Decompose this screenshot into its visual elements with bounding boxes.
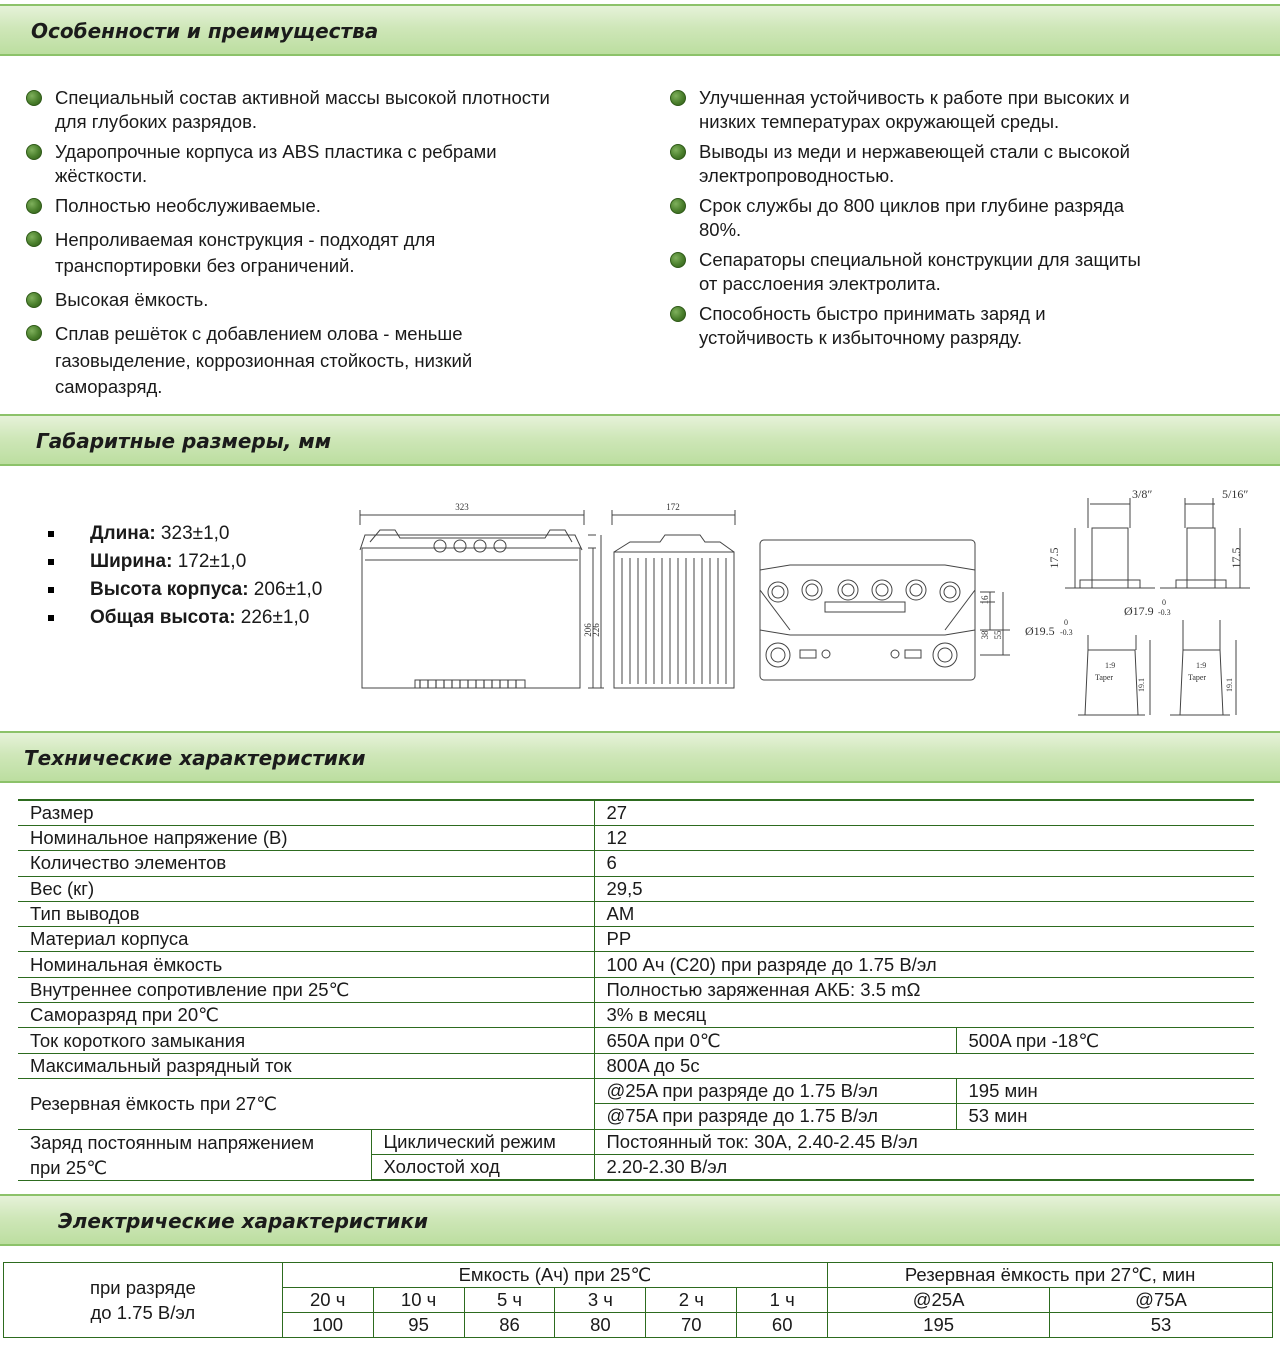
spec-label: Внутреннее сопротивление при 25℃ <box>18 977 594 1002</box>
drawing-label-length: 323 <box>455 502 469 512</box>
spec-value: 800A до 5с <box>594 1053 1254 1078</box>
bullet-dot-icon <box>670 144 686 160</box>
spec-value: 2.20-2.30 В/эл <box>594 1154 1254 1180</box>
table-row <box>18 1053 1254 1078</box>
table-row <box>18 1129 1254 1154</box>
feature-item: Высокая ёмкость. <box>21 288 641 312</box>
feature-item: Сепараторы специальной конструкции для защиты от расслоения электролита. <box>665 248 1265 296</box>
spec-label: Вес (кг) <box>18 876 594 901</box>
table-row <box>18 952 1254 977</box>
hours-header: 1 ч <box>737 1288 828 1313</box>
feature-item: Способность быстро принимать заряд и устойчивость к избыточному разряду. <box>665 302 1265 350</box>
drawing-label-38: 38 <box>980 630 990 640</box>
capacity-header: Емкость (Ач) при 25℃ <box>282 1263 827 1288</box>
terminal-detail-drawings <box>1065 498 1250 715</box>
hours-header: 3 ч <box>555 1288 646 1313</box>
reserve-value: 195 <box>828 1313 1050 1338</box>
feature-item: Выводы из меди и нержавеющей стали с высокой электропроводностью. <box>665 140 1265 188</box>
spec-value: 6 <box>594 851 1254 876</box>
spec-label: Номинальная ёмкость <box>18 952 594 977</box>
drawing-label-taper-a: 1:9 <box>1105 661 1116 670</box>
features-header-band <box>0 4 1280 56</box>
drawing-label-h206: 206 <box>583 623 593 637</box>
hours-header: 10 ч <box>373 1288 464 1313</box>
spec-value: 12 <box>594 826 1254 851</box>
feature-item: Улучшенная устойчивость к работе при высоких и низких температурах окружающей среды. <box>665 86 1265 134</box>
hours-header: 20 ч <box>282 1288 373 1313</box>
hours-header: 5 ч <box>464 1288 555 1313</box>
spec-value: PP <box>594 927 1254 952</box>
spec-value: 195 мин <box>956 1078 1254 1103</box>
table-row <box>18 1003 1254 1028</box>
electrical-table <box>3 1262 1273 1338</box>
electrical-header-band <box>0 1194 1280 1246</box>
discharge-condition-cell: при разряде до 1.75 В/эл <box>4 1263 283 1338</box>
feature-item: Полностью необслуживаемые. <box>21 194 641 218</box>
table-row <box>18 927 1254 952</box>
capacity-value: 60 <box>737 1313 828 1338</box>
features-left-column <box>21 86 641 407</box>
table-row <box>18 876 1254 901</box>
spec-value: 53 мин <box>956 1104 1254 1129</box>
feature-item: Ударопрочные корпуса из ABS пластика с ребрами жёсткости. <box>21 140 641 188</box>
spec-label: Количество элементов <box>18 851 594 876</box>
technical-title: Технические характеристики <box>24 746 366 770</box>
reserve-value: 53 <box>1050 1313 1273 1338</box>
drawing-label-55: 55 <box>993 630 1003 640</box>
bullet-dot-icon <box>26 325 42 341</box>
spec-label: Саморазряд при 20℃ <box>18 1003 594 1028</box>
spec-value: 3% в месяц <box>594 1003 1254 1028</box>
features-right-column <box>665 86 1265 356</box>
drawing-label-17-5b: 17.5 <box>1229 547 1243 569</box>
drawing-label-17-5a: 17.5 <box>1047 547 1061 569</box>
spec-value: @25A при разряде до 1.75 В/эл <box>594 1078 956 1103</box>
technical-header-band <box>0 731 1280 783</box>
front-view-drawing <box>360 510 604 688</box>
electrical-title: Электрические характеристики <box>58 1209 428 1233</box>
reserve-col-header: @75A <box>1050 1288 1273 1313</box>
drawing-label-16: 16 <box>980 595 990 605</box>
spec-label: Номинальное напряжение (В) <box>18 826 594 851</box>
table-row <box>18 800 1254 826</box>
capacity-value: 86 <box>464 1313 555 1338</box>
dimension-body-height: Высота корпуса: 206±1,0 <box>48 576 322 604</box>
drawing-label-3-8: 3/8″ <box>1132 487 1153 501</box>
feature-item: Специальный состав активной массы высокой плотности для глубоких разрядов. <box>21 86 641 134</box>
dimensions-header-band <box>0 414 1280 466</box>
table-row <box>4 1263 1273 1288</box>
bullet-dot-icon <box>26 231 42 247</box>
bullet-dot-icon <box>26 90 42 106</box>
table-row <box>18 1078 1254 1103</box>
reserve-col-header: @25A <box>828 1288 1050 1313</box>
table-row <box>18 1028 1254 1053</box>
bullet-dot-icon <box>26 198 42 214</box>
capacity-value: 95 <box>373 1313 464 1338</box>
feature-item: Срок службы до 800 циклов при глубине разряда 80%. <box>665 194 1265 242</box>
feature-item: Сплав решёток с добавлением олова - меньше газовыделение, коррозионная стойкость, низкий саморазряд. <box>21 321 641 401</box>
spec-value: Постоянный ток: 30A, 2.40-2.45 В/эл <box>594 1129 1254 1154</box>
hours-header: 2 ч <box>646 1288 737 1313</box>
feature-item: Непроливаемая конструкция - подходят для транспортировки без ограничений. <box>21 227 641 279</box>
dimension-width: Ширина: 172±1,0 <box>48 548 322 576</box>
drawing-label-taper-b2: Taper <box>1188 673 1207 682</box>
bullet-dot-icon <box>26 292 42 308</box>
spec-value: 100 Ач (С20) при разряде до 1.75 В/эл <box>594 952 1254 977</box>
side-view-drawing <box>612 510 735 688</box>
battery-technical-drawing <box>0 480 1280 725</box>
dimension-total-height: Общая высота: 226±1,0 <box>48 604 322 632</box>
drawing-label-dia-19-5: Ø19.5 <box>1025 624 1055 638</box>
table-row <box>18 977 1254 1002</box>
spec-value: AM <box>594 901 1254 926</box>
drawing-label-19-1b: 19.1 <box>1225 678 1234 692</box>
drawing-label-h226: 226 <box>591 623 601 637</box>
dimension-length: Длина: 323±1,0 <box>48 520 322 548</box>
spec-value: Полностью заряженная АКБ: 3.5 mΩ <box>594 977 1254 1002</box>
top-view-drawing <box>760 540 1010 680</box>
spec-value: 500A при -18℃ <box>956 1028 1254 1053</box>
drawing-label-taper-b: 1:9 <box>1196 661 1207 670</box>
spec-label: Резервная ёмкость при 27℃ <box>18 1078 594 1129</box>
features-title: Особенности и преимущества <box>31 19 379 43</box>
spec-value: @75A при разряде до 1.75 В/эл <box>594 1104 956 1129</box>
drawing-label-width: 172 <box>666 502 680 512</box>
spec-mode: Циклический режим <box>371 1129 594 1154</box>
capacity-value: 100 <box>282 1313 373 1338</box>
spec-mode: Холостой ход <box>371 1154 594 1180</box>
capacity-value: 80 <box>555 1313 646 1338</box>
table-row <box>18 826 1254 851</box>
bullet-dot-icon <box>670 198 686 214</box>
bullet-dot-icon <box>670 306 686 322</box>
spec-value: 27 <box>594 800 1254 826</box>
drawing-label-5-16: 5/16″ <box>1222 487 1249 501</box>
drawing-label-dia2-tol: -0.3 <box>1158 608 1171 617</box>
drawing-label-dia1-zero: 0 <box>1064 618 1068 627</box>
reserve-header: Резервная ёмкость при 27℃, мин <box>828 1263 1273 1288</box>
spec-label: Заряд постоянным напряжением при 25℃ <box>18 1129 371 1180</box>
drawing-label-taper-a2: Taper <box>1095 673 1114 682</box>
spec-value: 29,5 <box>594 876 1254 901</box>
spec-label: Максимальный разрядный ток <box>18 1053 594 1078</box>
table-row <box>18 851 1254 876</box>
drawing-label-dia-17-9: Ø17.9 <box>1124 604 1154 618</box>
drawing-label-dia2-zero: 0 <box>1162 598 1166 607</box>
spec-label: Ток короткого замыкания <box>18 1028 594 1053</box>
spec-label: Тип выводов <box>18 901 594 926</box>
drawing-label-dia1-tol: -0.3 <box>1060 628 1073 637</box>
spec-label: Материал корпуса <box>18 927 594 952</box>
technical-spec-table <box>18 799 1254 1181</box>
table-row <box>18 901 1254 926</box>
spec-value: 650A при 0℃ <box>594 1028 956 1053</box>
capacity-value: 70 <box>646 1313 737 1338</box>
bullet-dot-icon <box>26 144 42 160</box>
dimensions-title: Габаритные размеры, мм <box>36 429 332 453</box>
bullet-dot-icon <box>670 90 686 106</box>
drawing-label-19-1a: 19.1 <box>1137 678 1146 692</box>
spec-label: Размер <box>18 800 594 826</box>
bullet-dot-icon <box>670 252 686 268</box>
